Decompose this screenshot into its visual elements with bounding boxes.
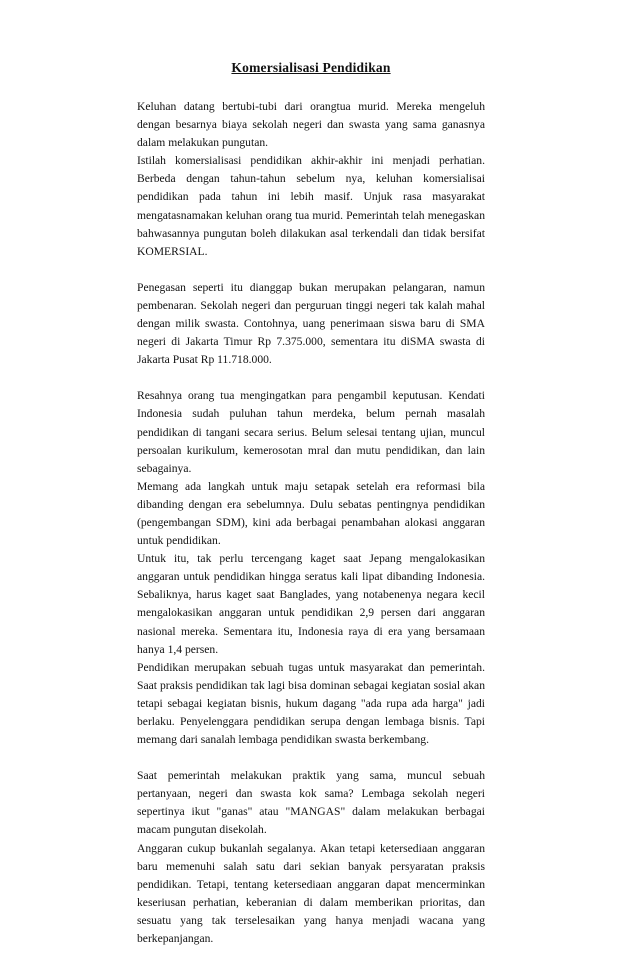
paragraph-resahnya: Resahnya orang tua mengingatkan para pengambil keputusan. Kendati Indonesia sudah puluhan tahun merdeka, belum pernah masalah pendidikan di tangani secara serius. Belum selesai tentang ujian, muncul persoalan kurikulum, kemerosotan mral dan mutu pendidikan, dan lain sebagainya. xyxy=(137,389,485,475)
document-page xyxy=(137,60,485,948)
paragraph-gap xyxy=(137,261,485,279)
paragraph-gap xyxy=(137,749,485,767)
paragraph-keluhan: Keluhan datang bertubi-tubi dari orangtua murid. Mereka mengeluh dengan besarnya biaya sekolah negeri dan swasta yang sama ganasnya dalam melakukan pungutan. xyxy=(137,100,485,150)
paragraph-untuk-itu: Untuk itu, tak perlu tercengang kaget saat Jepang mengalokasikan anggaran untuk pendidikan hingga seratus kali lipat dibanding Indonesia. Sebaliknya, harus kaget saat Banglades, yang notabenenya negara kecil mengalokasikan anggaran untuk pendidikan 2,9 persen dari anggaran nasional mereka. Sementara itu, Indonesia raya di era yang bersamaan hanya 1,4 persen. xyxy=(137,552,485,656)
paragraph-saat-pemerintah: Saat pemerintah melakukan praktik yang sama, muncul sebuah pertanyaan, negeri dan swasta kok sama? Lembaga sekolah negeri sepertinya ikut "ganas" atau "MANGAS" dalam melakukan berbagai macam pungutan disekolah. xyxy=(137,769,485,837)
paragraph-penegasan: Penegasan seperti itu dianggap bukan merupakan pelangaran, namun pembenaran. Sekolah negeri dan perguruan tinggi negeri tak kalah mahal dengan milik swasta. Contohnya, uang penerimaan siswa baru di SMA negeri di Jakarta Timur Rp 7.375.000, sementara itu diSMA swasta di Jakarta Pusat Rp 11.718.000. xyxy=(137,280,485,367)
paragraph-pendidikan: Pendidikan merupakan sebuah tugas untuk masyarakat dan pemerintah. Saat praksis pendidikan tak lagi bisa dominan sebagai kegiatan sosial akan tetapi sebagai kegiatan bisnis, hukum dagang "ada rupa ada harga" jadi berlaku. Penyelenggara pendidikan serupa dengan lembaga bisnis. Tapi memang dari sanalah lembaga pendidikan swasta berkembang. xyxy=(137,660,485,747)
document-title: Komersialisasi Pendidikan xyxy=(231,60,391,75)
paragraph-gap xyxy=(137,369,485,387)
paragraph-anggaran: Anggaran cukup bukanlah segalanya. Akan tetapi ketersediaan anggaran baru memenuhi salah satu dari sekian banyak persyaratan praksis pendidikan. Tetapi, tentang ketersediaan anggaran dapat mencerminkan keseriusan perhatian, keberanian di dalam memberikan prioritas, dan sesuatu yang tak terselesaikan yang hanya menjadi wacana yang berkepanjangan. xyxy=(137,841,485,946)
paragraph-memang: Memang ada langkah untuk maju setapak setelah era reformasi bila dibanding dengan era sebelumnya. Dulu sebatas pentingnya pendidikan (pengembangan SDM), kini ada berbagai penambahan alokasi anggaran untuk pendidikan. xyxy=(137,479,485,548)
paragraph-istilah: Istilah komersialisasi pendidikan akhir-akhir ini menjadi perhatian. Berbeda dengan tahun-tahun sebelum nya, keluhan komersialisai pendidikan pada tahun ini lebih masif. Unjuk rasa masyarakat mengatasnamakan keluhan orang tua murid. Pemerintah telah menegaskan bahwasannya pungutan boleh dilakukan asal terkendali dan tidak bersifat KOMERSIAL. xyxy=(137,154,485,258)
